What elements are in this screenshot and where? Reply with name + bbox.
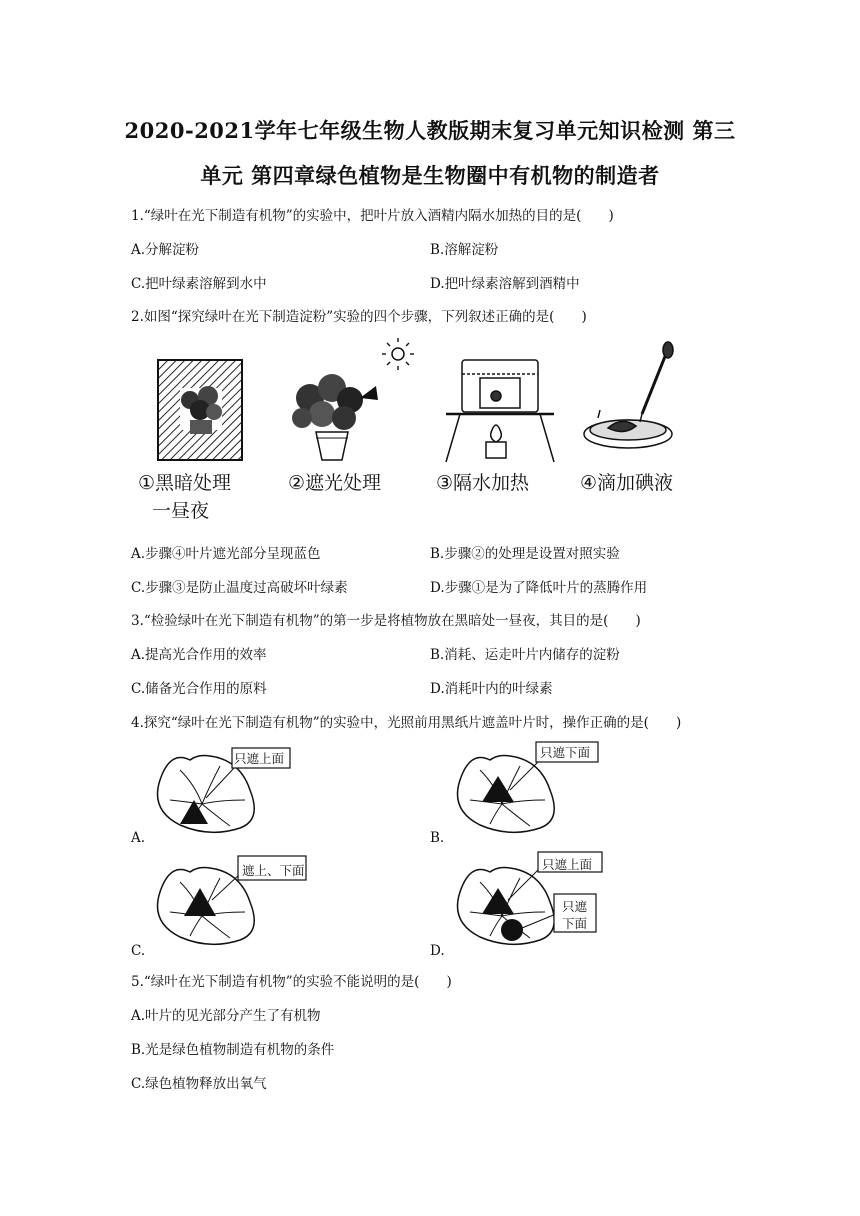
question-3-option-a: A.提高光合作用的效率 — [131, 647, 267, 663]
figure-caption-step-2: ②遮光处理 — [288, 472, 382, 494]
question-2-option-d: D.步骤①是为了降低叶片的蒸腾作用 — [430, 580, 648, 596]
figure-letter-b: B. — [430, 830, 445, 846]
leaf-d-label-bottom-line2: 下面 — [562, 916, 588, 931]
question-3-stem: 3.“检验绿叶在光下制造有机物”的第一步是将植物放在黑暗处一昼夜，其目的是( ) — [131, 613, 641, 629]
question-1-stem: 1.“绿叶在光下制造有机物”的实验中，把叶片放入酒精内隔水加热的目的是( ) — [131, 208, 614, 224]
leaf-d-label-bottom-line1: 只遮 — [562, 899, 588, 914]
water-bath-illustration — [446, 360, 554, 462]
question-5-stem: 5.“绿叶在光下制造有机物”的实验不能说明的是( ) — [131, 974, 452, 990]
leaf-a-label: 只遮上面 — [234, 751, 285, 766]
figure-letter-a: A. — [131, 830, 146, 846]
question-3-option-b: B.消耗、运走叶片内储存的淀粉 — [430, 647, 620, 663]
figure-caption-step-1: ①黑暗处理 — [138, 472, 232, 494]
question-2-option-b: B.步骤②的处理是设置对照实验 — [430, 546, 620, 562]
page-title-line2: 单元 第四章绿色植物是生物圈中有机物的制造者 — [200, 163, 660, 188]
question-4-stem: 4.探究“绿叶在光下制造有机物”的实验中，光照前用黑纸片遮盖叶片时，操作正确的是( ) — [131, 715, 682, 731]
leaf-b-label: 只遮下面 — [540, 745, 591, 760]
question-5-option-a: A.叶片的见光部分产生了有机物 — [131, 1008, 321, 1024]
leaf-c-label: 遮上、下面 — [242, 863, 305, 878]
figure-letter-c: C. — [131, 943, 146, 959]
shading-treatment-illustration — [292, 338, 414, 460]
question-1-option-d: D.把叶绿素溶解到酒精中 — [430, 276, 580, 292]
figure-caption-step-3: ③隔水加热 — [436, 472, 530, 494]
figure-caption-step-1-line2: 一昼夜 — [152, 500, 210, 522]
question-3-option-c: C.储备光合作用的原料 — [131, 681, 267, 697]
question-2-stem: 2.如图“探究绿叶在光下制造淀粉”实验的四个步骤，下列叙述正确的是( ) — [131, 309, 587, 325]
question-1-option-b: B.溶解淀粉 — [430, 242, 499, 258]
figure-letter-d: D. — [430, 943, 445, 959]
question-2-option-c: C.步骤③是防止温度过高破坏叶绿素 — [131, 580, 348, 596]
question-2-option-a: A.步骤④叶片遮光部分呈现蓝色 — [131, 546, 321, 562]
question-5-option-b: B.光是绿色植物制造有机物的条件 — [131, 1042, 335, 1058]
figure-caption-step-4: ④滴加碘液 — [580, 472, 674, 494]
question-3-option-d: D.消耗叶内的叶绿素 — [430, 681, 553, 697]
iodine-drop-illustration — [584, 342, 673, 448]
question-5-option-c: C.绿色植物释放出氧气 — [131, 1076, 267, 1092]
experiment-steps-figure — [130, 338, 700, 523]
page-title-line1: 2020-2021学年七年级生物人教版期末复习单元知识检测 第三 — [124, 118, 736, 143]
question-1-option-c: C.把叶绿素溶解到水中 — [131, 276, 267, 292]
dark-treatment-illustration — [158, 360, 242, 460]
question-1-option-a: A.分解淀粉 — [131, 242, 200, 258]
leaf-d-label-top: 只遮上面 — [542, 857, 593, 872]
